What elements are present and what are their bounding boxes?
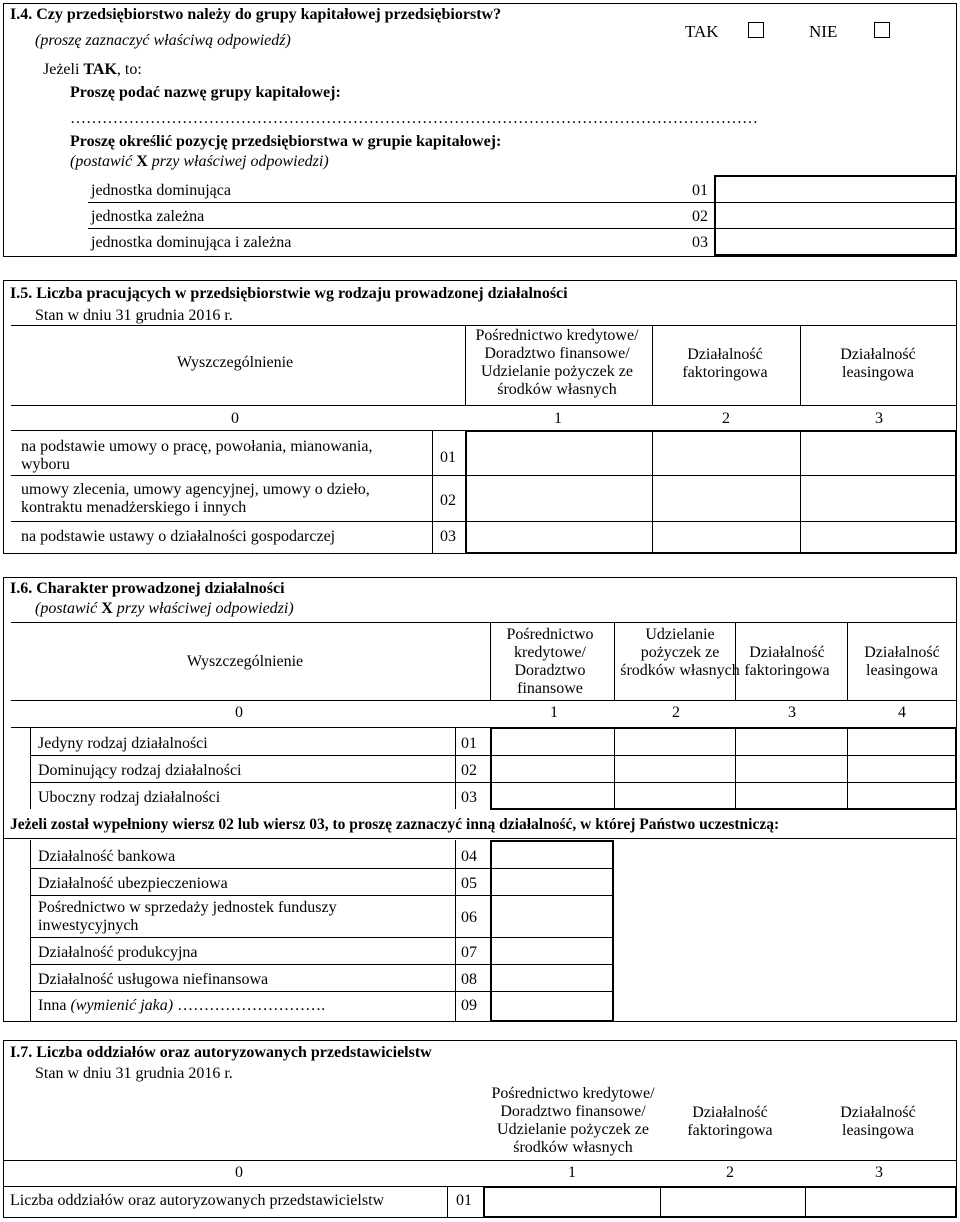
other-label: Inna <box>38 997 71 1014</box>
col-number: 4 <box>898 704 906 721</box>
col-spec: Wyszczególnienie <box>186 653 304 670</box>
position-hint <box>70 153 329 171</box>
employment-grid[interactable] <box>465 430 957 554</box>
if-yes-prefix: Jeżeli <box>43 61 84 78</box>
position-row-code: 03 <box>692 234 708 251</box>
activity-row-label: Uboczny rodzaj działalności <box>38 789 221 806</box>
col-number: 3 <box>788 704 796 721</box>
col-header-2: Działalność faktoringowa <box>687 1104 773 1139</box>
section-i6-hint-b: przy właściwej odpowiedzi) <box>112 600 294 617</box>
other-hint: (wymienić jaka) <box>70 997 174 1014</box>
activity-row-code: 01 <box>461 735 477 752</box>
col-header-2: Udzielanie pożyczek ze środków własnych <box>620 626 740 679</box>
section-i6-hint-a: (postawić <box>35 600 102 617</box>
branches-grid[interactable] <box>483 1186 957 1218</box>
group-name-label: Proszę podać nazwę grupy kapitałowej: <box>70 84 341 101</box>
branches-row-code: 01 <box>456 1192 472 1209</box>
col-number: 2 <box>722 410 730 427</box>
no-checkbox[interactable] <box>874 22 890 38</box>
answer-box[interactable] <box>714 175 957 256</box>
activity-row-label: Dominujący rodzaj działalności <box>38 762 242 779</box>
col-header-1: Pośrednictwo kredytowe/ Doradztwo finansowe <box>506 626 594 697</box>
other-activity-code: 09 <box>461 997 477 1014</box>
section-i5-date: Stan w dniu 31 grudnia 2016 r. <box>35 307 233 324</box>
yes-label: TAK <box>685 22 719 41</box>
col-number: 2 <box>672 704 680 721</box>
section-i4-title: I.4. Czy przedsiębiorstwo należy do grupy kapitałowej przedsiębiorstw? <box>10 6 502 23</box>
position-row-label: jednostka dominująca i zależna <box>91 234 292 251</box>
col-number: 3 <box>875 410 883 427</box>
branches-row-label: Liczba oddziałów oraz autoryzowanych przedstawicielstw <box>10 1192 385 1209</box>
col-number: 2 <box>726 1164 734 1181</box>
col-number: 3 <box>875 1164 883 1181</box>
col-number: 1 <box>550 704 558 721</box>
col-header-1: Pośrednictwo kredytowe/ Doradztwo finansowe/ Udzielanie pożyczek ze środków własnych <box>475 327 639 398</box>
no-label: NIE <box>809 22 838 41</box>
other-activity-code: 04 <box>461 848 477 865</box>
other-activity-label: Działalność produkcyjna <box>38 944 198 961</box>
section-i6-hint <box>35 600 294 618</box>
col-number: 0 <box>231 410 239 427</box>
section-i6-note: Jeżeli został wypełniony wiersz 02 lub wiersz 03, to proszę zaznaczyć inną działalność, w której Państwo uczestniczą: <box>10 816 780 833</box>
other-specify-field[interactable]: ………………………. <box>177 997 326 1014</box>
col-header-3: Działalność leasingowa <box>840 346 916 381</box>
activity-row-label: Jedyny rodzaj działalności <box>38 735 208 752</box>
employment-row-code: 03 <box>440 528 456 545</box>
position-row-label: jednostka zależna <box>91 208 205 225</box>
position-row-label: jednostka dominująca <box>91 182 231 199</box>
position-hint-x: X <box>136 153 148 170</box>
section-i7-title: I.7. Liczba oddziałów oraz autoryzowanych przedstawicielstw <box>10 1044 432 1061</box>
col-header-1: Pośrednictwo kredytowe/ Doradztwo finansowe/ Udzielanie pożyczek ze środków własnych <box>491 1085 655 1156</box>
employment-row-label: umowy zlecenia, umowy agencyjnej, umowy o dzieło, kontraktu menadżerskiego i innych <box>21 481 370 516</box>
col-number: 0 <box>235 1164 243 1181</box>
section-i6-hint-x: X <box>101 600 113 617</box>
other-activity-code: 08 <box>461 971 477 988</box>
activity-row-code: 02 <box>461 762 477 779</box>
col-header-4: Działalność leasingowa <box>864 644 940 679</box>
other-activity-label: Pośrednictwo w sprzedaży jednostek funduszy inwestycyjnych <box>38 899 337 934</box>
position-row-code: 01 <box>692 182 708 199</box>
col-header-2: Działalność faktoringowa <box>682 346 768 381</box>
if-yes-suffix: , to: <box>116 61 142 78</box>
section-i6-title: I.6. Charakter prowadzonej działalności <box>10 580 285 597</box>
other-activity-code: 05 <box>461 875 477 892</box>
col-number: 1 <box>554 410 562 427</box>
position-label: Proszę określić pozycję przedsiębiorstwa w grupie kapitałowej: <box>70 133 502 150</box>
section-i7-date: Stan w dniu 31 grudnia 2016 r. <box>35 1065 233 1082</box>
col-header-3: Działalność faktoringowa <box>744 644 830 679</box>
if-yes-bold: TAK <box>83 61 117 78</box>
employment-row-code: 02 <box>440 492 456 509</box>
position-hint-b: przy właściwej odpowiedzi) <box>147 153 329 170</box>
other-activity-code: 06 <box>461 909 477 926</box>
other-activity-code: 07 <box>461 944 477 961</box>
yes-checkbox[interactable] <box>748 22 764 38</box>
section-i4-hint: (proszę zaznaczyć właściwą odpowiedź) <box>35 32 291 49</box>
activity-row-code: 03 <box>461 789 477 806</box>
col-header-3: Działalność leasingowa <box>840 1104 916 1139</box>
col-spec: Wyszczególnienie <box>176 354 294 371</box>
position-hint-a: (postawić <box>70 153 137 170</box>
col-number: 0 <box>235 704 243 721</box>
if-yes-line <box>43 61 142 79</box>
employment-row-label: na podstawie umowy o pracę, powołania, mianowania, wyboru <box>21 438 373 473</box>
position-row-code: 02 <box>692 208 708 225</box>
other-activity-label: Działalność bankowa <box>38 848 176 865</box>
col-number: 1 <box>568 1164 576 1181</box>
section-i5-title: I.5. Liczba pracujących w przedsiębiorstwie wg rodzaju prowadzonej działalności <box>10 285 568 302</box>
other-activity-label: Działalność ubezpieczeniowa <box>38 875 228 892</box>
group-name-field[interactable]: ………………………………………………………………………………………………………………… <box>70 110 758 127</box>
employment-row-label: na podstawie ustawy o działalności gospodarczej <box>21 528 336 545</box>
other-specify-label <box>38 997 325 1015</box>
activity-grid[interactable] <box>490 727 957 810</box>
other-activity-label: Działalność usługowa niefinansowa <box>38 971 269 988</box>
employment-row-code: 01 <box>440 449 456 466</box>
